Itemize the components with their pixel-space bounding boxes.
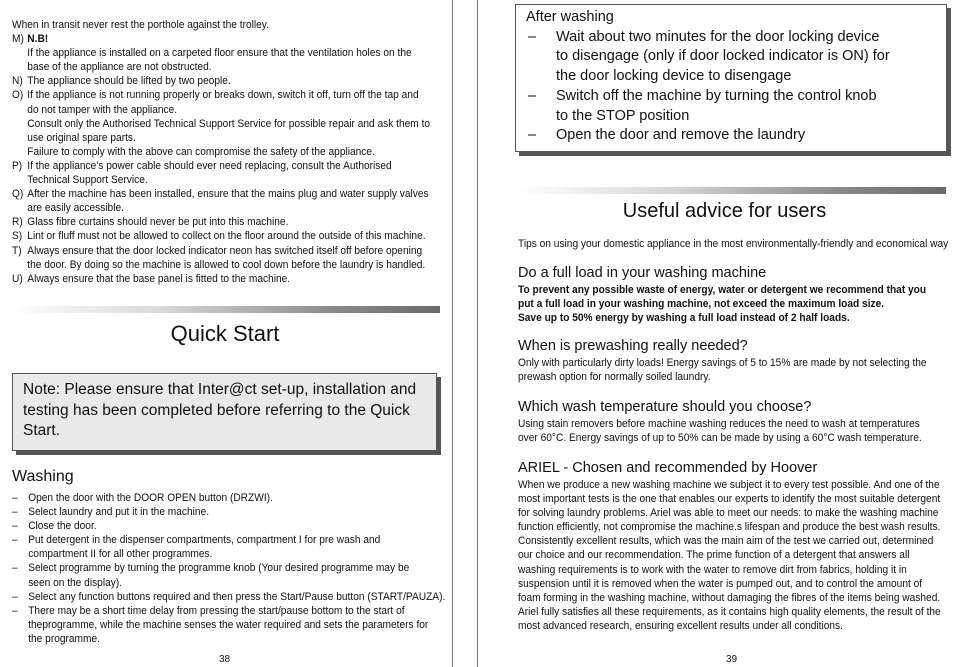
- item-text-line: Glass fibre curtains should never be put into this machine.: [27, 216, 289, 229]
- item-text-line: Always ensure that the door locked indicator neon has switched itself off before opening: [27, 244, 423, 257]
- item-label: R): [12, 216, 23, 229]
- safety-item: [12, 145, 430, 159]
- after-washing-line: Switch off the machine by turning the control knob: [556, 87, 877, 104]
- item-text-line: Lint or fluff must not be allowed to collect on the floor around the outside of this machine.: [27, 230, 426, 243]
- dash-bullet: –: [12, 520, 18, 533]
- section-divider-bar: [12, 306, 440, 313]
- advice-line: prewash option for normally soiled laundry.: [518, 371, 711, 384]
- item-label: O): [12, 89, 24, 102]
- dash-bullet: –: [12, 506, 18, 519]
- washing-step: [12, 590, 445, 604]
- item-text-line: use original spare parts.: [27, 131, 136, 144]
- right-page: [490, 0, 959, 667]
- step-text-line: Put detergent in the dispenser compartments, compartment I for pre wash and: [28, 534, 381, 547]
- dash-bullet: –: [12, 604, 18, 617]
- item-text-line: base of the appliance are not obstructed.: [27, 61, 212, 74]
- advice-line: put a full load in your washing machine, not exceed the maximum load size.: [518, 298, 885, 311]
- after-washing-title: After washing: [526, 9, 614, 25]
- safety-item: [12, 244, 430, 272]
- item-label: P): [12, 159, 23, 172]
- quick-start-note-text: Note: Please ensure that Inter@ct set-up, installation and testing has been completed before referring to the Quick Start.: [23, 381, 417, 439]
- item-label: M): [12, 33, 24, 46]
- advice-line: washing requirements is to work with the water to remove dirt from fabrics, holding it in: [518, 563, 907, 576]
- step-text-line: the programme.: [28, 632, 100, 645]
- step-text-line: theprogramme, while the machine senses the water required and sets the parameters for: [28, 618, 429, 631]
- item-text-line: Always ensure that the base panel is fitted to the machine.: [27, 272, 291, 285]
- advice-line: foam forming in the washing machine, without damaging the fibres of the items being washed.: [518, 591, 941, 604]
- item-text-line: do not tamper with the appliance.: [27, 103, 178, 116]
- safety-item: [12, 159, 430, 187]
- washing-step: [12, 604, 445, 646]
- safety-item: [12, 229, 430, 243]
- item-label: S): [12, 230, 23, 243]
- safety-item: [12, 187, 430, 215]
- advice-heading: ARIEL - Chosen and recommended by Hoover: [518, 460, 818, 476]
- step-text-line: compartment II for all other programmes.: [28, 548, 213, 561]
- advice-line: Ariel fully satisfies all these requirements, as it contains high quality elements, the result of the: [518, 605, 941, 618]
- advice-line: Only with particularly dirty loads! Energy savings of 5 to 15% are made by not selecting the: [518, 357, 927, 369]
- dash-bullet: –: [528, 87, 537, 104]
- item-text-line: are easily accessible.: [27, 202, 124, 215]
- advice-line: function efficiently, not compromise the machine.s lifespan and produce the best wash results.: [518, 521, 941, 534]
- advice-line: Save up to 50% energy by washing a full load instead of 2 half loads.: [518, 312, 850, 325]
- after-washing-item: [526, 28, 936, 87]
- item-label: Q): [12, 188, 24, 201]
- page-number-right: 39: [726, 654, 738, 665]
- transit-note: When in transit never rest the porthole against the trolley.: [12, 19, 269, 31]
- advice-body: [518, 478, 941, 633]
- item-text-line: Failure to comply with the above can compromise the safety of the appliance.: [27, 145, 375, 158]
- step-text-line: There may be a short time delay from pressing the start/pause bottom to the start of: [28, 604, 405, 617]
- washing-step: [12, 561, 445, 589]
- step-text-line: Select laundry and put it in the machine.: [28, 506, 210, 519]
- item-text-line: Consult only the Authorised Technical Support Service for possible repair and ask them to: [27, 117, 431, 130]
- after-washing-line: to the STOP position: [556, 107, 690, 124]
- step-text-line: seen on the display).: [28, 576, 123, 589]
- dash-bullet: –: [528, 28, 537, 45]
- dash-bullet: –: [12, 590, 18, 603]
- washing-step: [12, 519, 445, 533]
- item-text-line: the door. By doing so the machine is allowed to cool down before the laundry is handled.: [27, 258, 426, 271]
- advice-line: most advanced research, ensuring excellent results under all conditions.: [518, 619, 843, 632]
- item-label: T): [12, 244, 22, 257]
- item-text-line: N.B!: [27, 33, 49, 46]
- advice-line: over 60°C. Energy savings of up to 50% can be made by using a 60°C wash temperature.: [518, 432, 922, 445]
- step-text-line: Open the door with the DOOR OPEN button (DRZWI).: [28, 492, 273, 504]
- washing-step: [12, 505, 445, 519]
- item-text-line: The appliance should be lifted by two people.: [27, 75, 231, 88]
- left-page: [0, 0, 470, 667]
- tips-line: Tips on using your domestic appliance in the most environmentally-friendly and economical way: [518, 238, 949, 250]
- safety-item: [12, 74, 430, 88]
- safety-item: [12, 46, 430, 74]
- item-text-line: If the appliance is installed on a carpeted floor ensure that the ventilation holes on the: [27, 47, 412, 60]
- step-text-line: Close the door.: [28, 520, 97, 533]
- page-number-left: 38: [219, 654, 231, 665]
- washing-heading: Washing: [12, 468, 74, 485]
- item-text-line: If the appliance is not running properly or breaks down, switch it off, turn off the tap and: [27, 89, 419, 102]
- item-text-line: Technical Support Service.: [27, 174, 148, 187]
- dash-bullet: –: [12, 562, 18, 575]
- after-washing-item: [526, 87, 936, 126]
- advice-body: [518, 417, 922, 445]
- after-washing-line: the door locking device to disengage: [556, 68, 792, 85]
- advice-line: Consistently excellent results, which was the main aim of the test we carried out, determined: [518, 535, 934, 548]
- washing-step: [12, 491, 445, 505]
- after-washing-line: to disengage (only if door locked indicator is ON) for: [556, 48, 890, 65]
- advice-line: most important tests is the one that enables our experts to identify the most suitable detergent: [518, 493, 941, 506]
- dash-bullet: –: [12, 534, 18, 547]
- safety-item: [12, 88, 430, 116]
- advice-heading: When is prewashing really needed?: [518, 338, 748, 354]
- advice-line: suspension until it is removed when the water is pumped out, and to control the amount of: [518, 577, 923, 590]
- after-washing-list: [526, 28, 936, 146]
- item-text-line: If the appliance’s power cable should ever need replacing, consult the Authorised: [27, 159, 392, 172]
- dash-bullet: –: [528, 127, 537, 144]
- advice-body: [518, 356, 927, 384]
- washing-steps: [12, 491, 445, 646]
- washing-step: [12, 533, 445, 561]
- advice-line: When we produce a new washing machine we subject it to every test possible. And one of the: [518, 479, 940, 491]
- useful-advice-title: Useful advice for users: [622, 200, 827, 222]
- advice-line: for solving laundry problems. Ariel was able to meet our needs: to make the washing machine: [518, 507, 939, 520]
- after-washing-box: [515, 4, 947, 152]
- safety-item: [12, 117, 430, 145]
- after-washing-line: Wait about two minutes for the door locking device: [556, 28, 880, 45]
- quick-start-title: Quick Start: [170, 321, 280, 346]
- page-edge-line-right: [477, 0, 478, 667]
- advice-line: our choice and our recommendation. The prime function of a detergent that answers all: [518, 549, 910, 562]
- dash-bullet: –: [12, 492, 18, 504]
- left-text-block: [12, 18, 430, 286]
- step-text-line: Select programme by turning the programme knob (Your desired programme may be: [28, 562, 410, 575]
- advice-body: [518, 283, 926, 325]
- advice-line: Using stain removers before machine washing reduces the need to wash at temperatures: [518, 418, 920, 430]
- safety-item: [12, 215, 430, 229]
- advice-heading: Do a full load in your washing machine: [518, 265, 767, 281]
- advice-heading: Which wash temperature should you choose?: [518, 399, 812, 415]
- safety-items: [12, 32, 430, 286]
- after-washing-item: [526, 126, 936, 146]
- item-label: N): [12, 75, 23, 88]
- safety-item: [12, 32, 430, 46]
- step-text-line: Select any function buttons required and then press the Start/Pause button (START/PAUZA).: [28, 590, 446, 603]
- advice-line: To prevent any possible waste of energy, water or detergent we recommend that you: [518, 284, 927, 296]
- safety-item: [12, 272, 430, 286]
- item-label: U): [12, 272, 23, 285]
- after-washing-line: Open the door and remove the laundry: [556, 127, 806, 144]
- section-divider-bar-right: [518, 187, 946, 194]
- item-text-line: After the machine has been installed, ensure that the mains plug and water supply valves: [27, 188, 429, 201]
- quick-start-note-box: [12, 373, 437, 451]
